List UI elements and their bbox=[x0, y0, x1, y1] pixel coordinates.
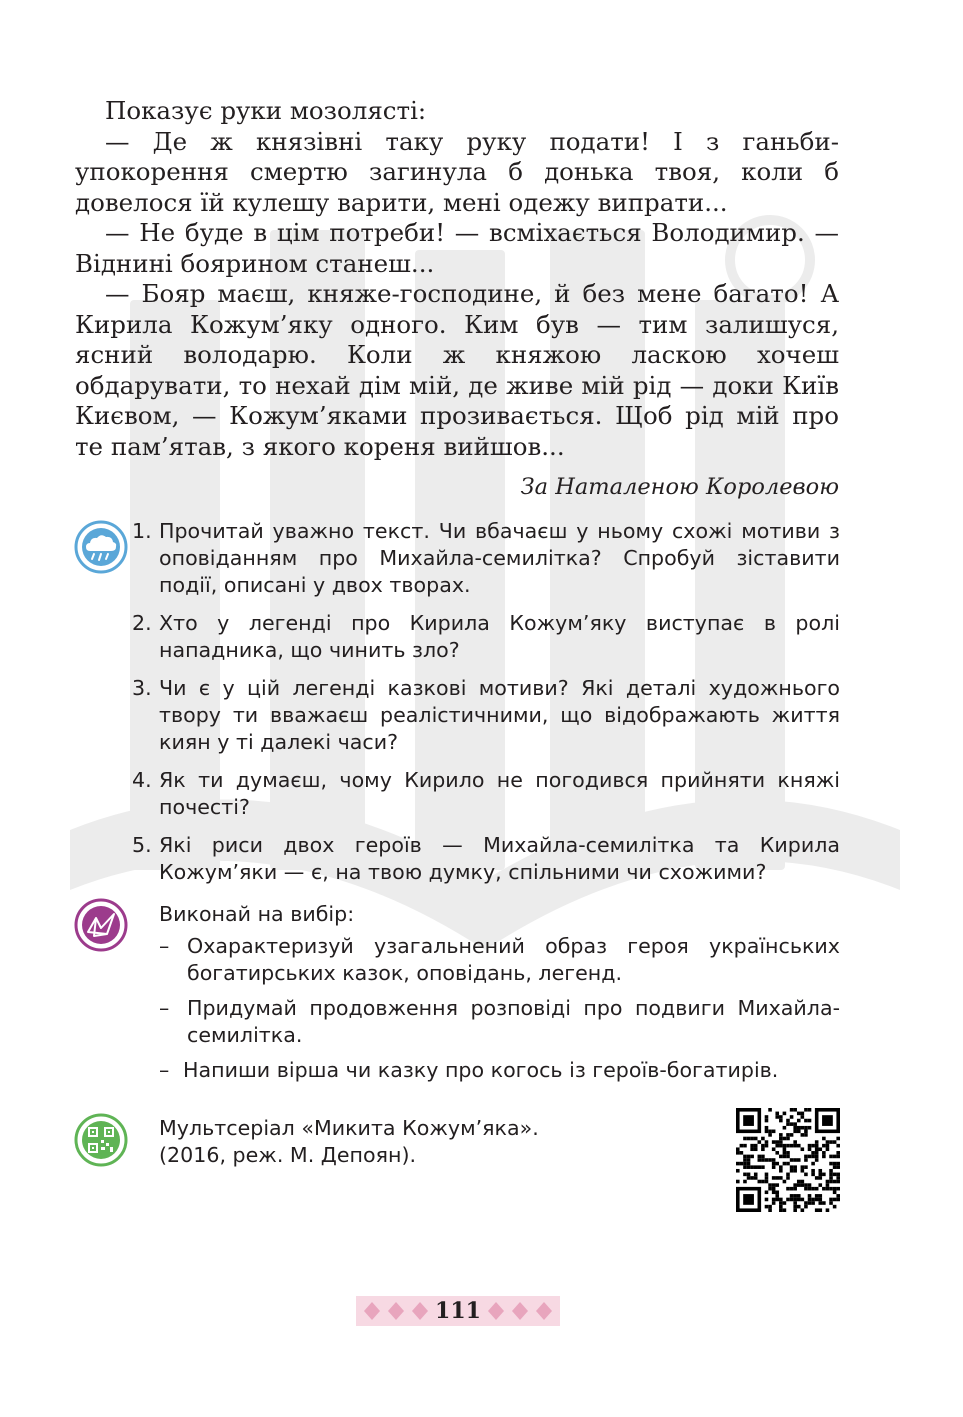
choice-dash: – bbox=[159, 1058, 170, 1082]
page-number-ornament bbox=[356, 1292, 560, 1330]
question-number: 5. bbox=[132, 833, 152, 857]
choice-item bbox=[159, 995, 840, 1049]
choice-task bbox=[159, 901, 840, 1092]
page-number: 111 bbox=[435, 1298, 481, 1324]
choice-text: Напиши вірша чи казку про когось із героїв-богатирів. bbox=[183, 1058, 779, 1082]
question-number: 3. bbox=[132, 676, 152, 700]
cloud-thinking-icon bbox=[74, 520, 128, 574]
story-paragraph: — Де ж князівні таку руку подати! І з ганьби-упокорення смертю загинула б донька твоя, коли б довелося їй кулешу варити, мені одежу випрати... bbox=[75, 126, 839, 217]
choice-item bbox=[159, 933, 840, 987]
story-paragraph: — Не буде в цім потреби! — всміхається Володимир. — Віднині боярином станеш... bbox=[75, 218, 839, 278]
choice-text: Охарактеризуй узагальнений образ героя українських богатирських казок, оповідань, легенд. bbox=[187, 934, 840, 985]
qr-code[interactable] bbox=[736, 1108, 840, 1212]
film-title: Мультсеріал «Микита Кожум’яка». bbox=[159, 1116, 539, 1140]
question-item bbox=[126, 675, 840, 756]
choice-dash: – bbox=[159, 934, 170, 958]
choice-item bbox=[159, 1057, 840, 1084]
questions-list bbox=[126, 518, 840, 897]
question-text: Чи є у цій легенді казкові мотиви? Які деталі художнього твору ти вважаєш реалістичними, що відображають життя киян у ті далекі часи? bbox=[159, 676, 840, 754]
question-text: Як ти думаєш, чому Кирило не погодився прийняти княжі почесті? bbox=[159, 768, 840, 819]
question-text: Прочитай уважно текст. Чи вбачаєш у ньому схожі мотиви з оповіданням про Михайла-семилітка? Спробуй зіставити події, описані у двох творах. bbox=[159, 519, 840, 597]
question-item bbox=[126, 610, 840, 664]
question-number: 2. bbox=[132, 611, 152, 635]
question-item bbox=[126, 832, 840, 886]
question-number: 1. bbox=[132, 519, 152, 543]
story-paragraph: — Бояр маєш, княже-господине, й без мене багато! А Кирила Кожум’яку одного. Ким був — тим залишуся, ясний володарю. Коли ж княжою ласкою хочеш обдарувати, то нехай дім мій, де живе мій рід — доки Київ Києвом, — Кожум’яками прозивається. Щоб рід мій про те пам’ятав, з якого кореня вийшов... bbox=[75, 279, 839, 461]
question-item bbox=[126, 767, 840, 821]
question-text: Хто у легенді про Кирила Кожум’яку виступає в ролі нападника, що чинить зло? bbox=[159, 611, 840, 662]
choice-dash: – bbox=[159, 996, 170, 1020]
story-paragraph: Показує руки мозолясті: bbox=[105, 96, 427, 125]
question-item bbox=[126, 518, 840, 599]
story-attribution: За Наталеною Королевою bbox=[520, 474, 839, 500]
story-text bbox=[75, 96, 839, 462]
question-number: 4. bbox=[132, 768, 152, 792]
film-details: (2016, реж. М. Депоян). bbox=[159, 1143, 417, 1167]
qr-code-icon bbox=[74, 1113, 128, 1167]
paper-crane-icon bbox=[74, 898, 128, 952]
choice-title: Виконай на вибір: bbox=[159, 902, 355, 926]
film-recommendation bbox=[159, 1115, 579, 1169]
question-text: Які риси двох героїв — Михайла-семилітка та Кирила Кожум’яки — є, на твою думку, спільними чи схожими? bbox=[159, 833, 840, 884]
choice-text: Придумай продовження розповіді про подвиги Михайла-семилітка. bbox=[187, 996, 840, 1047]
choice-list bbox=[159, 933, 840, 1084]
